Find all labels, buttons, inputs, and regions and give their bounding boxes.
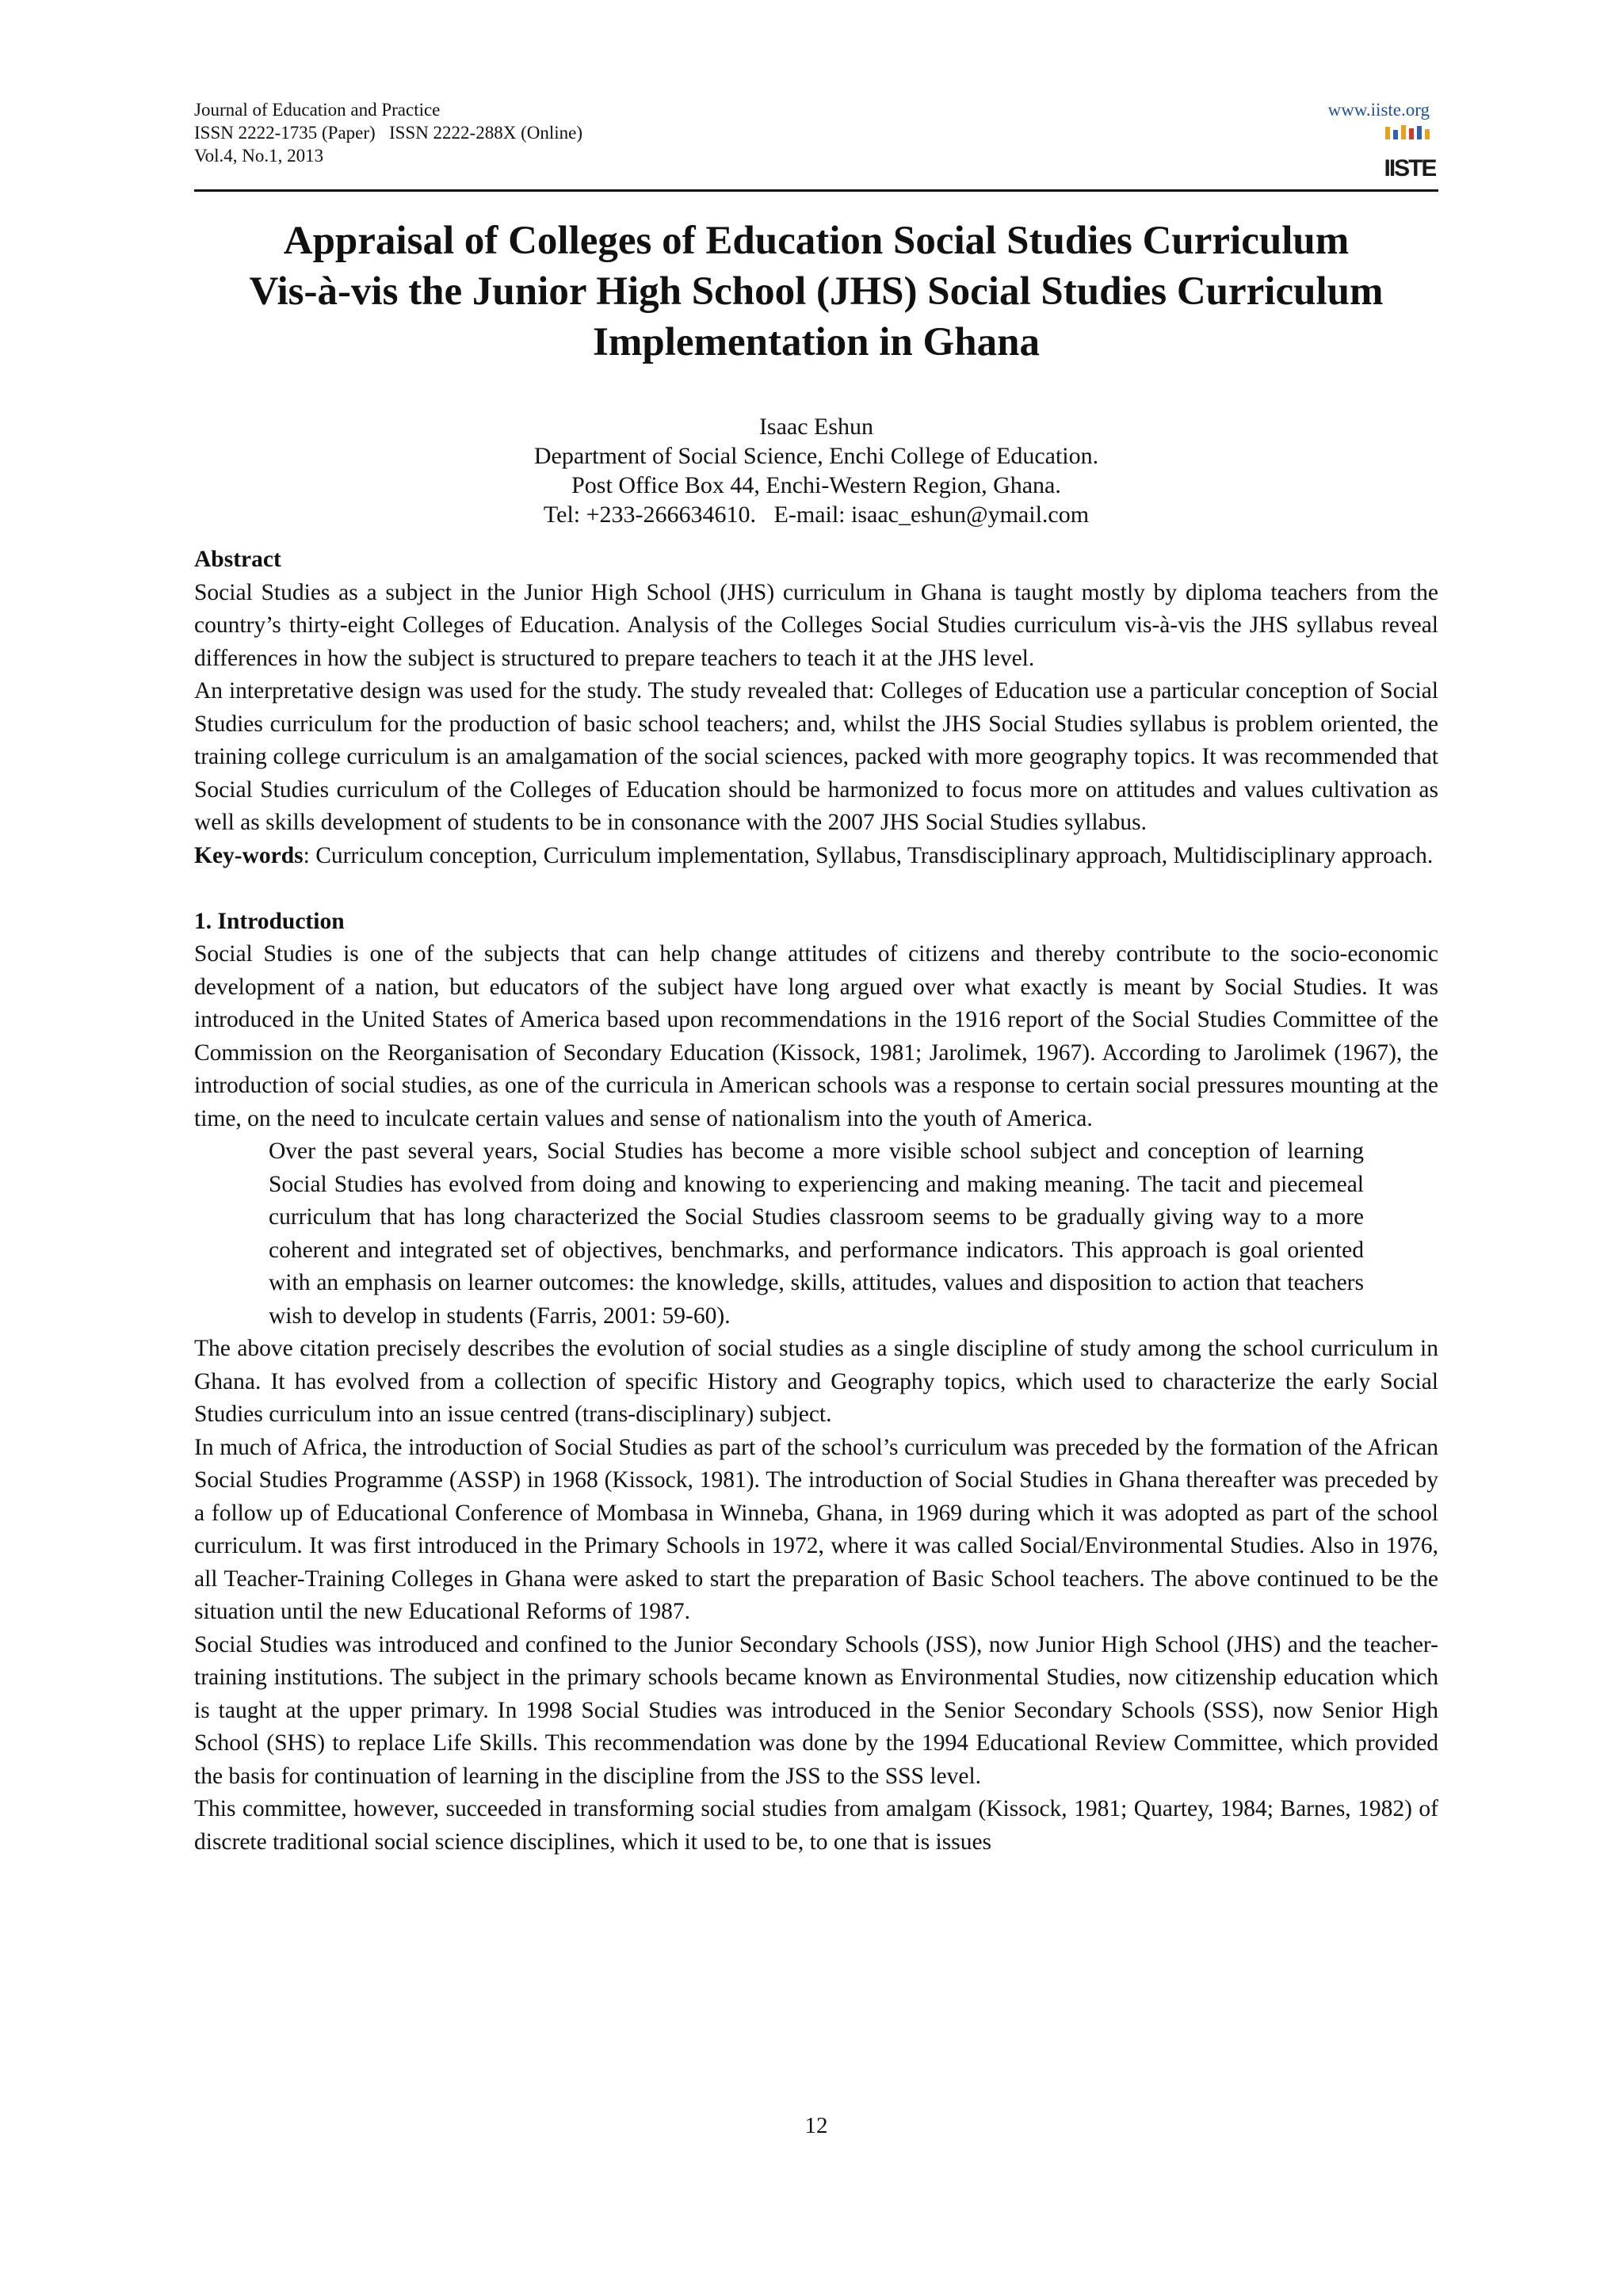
journal-header <box>194 98 582 167</box>
author-name: Isaac Eshun <box>758 414 874 440</box>
block-quote: Over the past several years, Social Studies has become a more visible school subject and conception of learning Social Studies has evolved from doing and knowing to experiencing and making meaning. The tacit and piecemeal curriculum that has long characterized the Social Studies classroom seems to be gradually giving way to a more coherent and integrated set of objectives, benchmarks, and performance indicators. This approach is goal oriented with an emphasis on learner outcomes: the knowledge, skills, attitudes, values and disposition to action that teachers wish to develop in students (Farris, 2001: 59-60). <box>269 1138 1364 1329</box>
journal-volume: Vol.4, No.1, 2013 <box>194 146 324 166</box>
journal-issn: ISSN 2222-1735 (Paper) ISSN 2222-288X (Online) <box>194 123 582 143</box>
abstract-paragraph-1: Social Studies as a subject in the Junior High School (JHS) curriculum in Ghana is taught mostly by diploma teachers from the country’s thirty-eight Colleges of Education. Analysis of the Colleges Social Studies curriculum vis-à-vis the JHS syllabus reveal differences in how the subject is structured to prepare teachers to teach it at the JHS level. <box>194 579 1438 671</box>
logo-bar <box>1425 129 1430 139</box>
journal-name: Journal of Education and Practice <box>194 100 441 120</box>
introduction-paragraph-1: Social Studies is one of the subjects that can help change attitudes of citizens and thereby contribute to the socio-economic development of a nation, but educators of the subject have long argued over what exactly is meant by Social Studies. It was introduced in the United States of America based upon recommendations in the 1916 report of the Social Studies Committee of the Commission on the Reorganisation of Secondary Education (Kissock, 1981; Jarolimek, 1967). According to Jarolimek (1967), the introduction of social studies, as one of the curricula in American schools was a response to certain social pressures mounting at the time, on the need to inculcate certain values and sense of nationalism into the youth of America. <box>194 941 1438 1131</box>
journal-url-link[interactable]: www.iiste.org <box>1327 100 1430 120</box>
iiste-logo <box>1384 125 1436 182</box>
logo-bar <box>1409 128 1414 139</box>
abstract-heading: Abstract <box>194 547 281 572</box>
page-number: 12 <box>804 2113 828 2138</box>
author-department: Department of Social Science, Enchi College of Education. <box>533 443 1099 469</box>
paper-body <box>194 543 1438 1859</box>
keywords-label: Key-words <box>194 842 304 868</box>
title-line-1: Appraisal of Colleges of Education Social Studies Curriculum <box>283 219 1350 263</box>
logo-text: IISTE <box>1384 155 1436 181</box>
paper-title <box>194 215 1438 368</box>
introduction-paragraph-4: Social Studies was introduced and confined to the Junior Secondary Schools (JSS), now Junior High School (JHS) and the teacher-training institutions. The subject in the primary schools became known as Environmental Studies, now citizenship education which is taught at the upper primary. In 1998 Social Studies was introduced in the Senior Secondary Schools (SSS), now Senior High School (SHS) to replace Life Skills. This recommendation was done by the 1994 Educational Review Committee, which provided the basis for continuation of learning in the discipline from the JSS to the SSS level. <box>194 1631 1438 1789</box>
logo-bar <box>1385 127 1390 139</box>
introduction-heading: 1. Introduction <box>194 908 345 934</box>
header-rule <box>194 189 1438 192</box>
introduction-paragraph-2: The above citation precisely describes the evolution of social studies as a single discipline of study among the school curriculum in Ghana. It has evolved from a collection of specific History and Geography topics, which used to characterize the early Social Studies curriculum into an issue centred (trans-disciplinary) subject. <box>194 1336 1438 1427</box>
section-gap <box>194 872 1438 906</box>
author-address: Post Office Box 44, Enchi-Western Region, Ghana. <box>571 472 1061 498</box>
logo-bar <box>1393 130 1398 139</box>
logo-bar <box>1417 126 1422 139</box>
keywords-list: : Curriculum conception, Curriculum implementation, Syllabus, Transdisciplinary approach, Multidisciplinary approach. <box>303 842 1434 868</box>
logo-bar <box>1401 125 1406 139</box>
author-contact: Tel: +233-266634610. E-mail: isaac_eshun@ymail.com <box>543 502 1090 528</box>
keywords <box>194 840 1438 873</box>
author-block <box>194 412 1438 529</box>
introduction-paragraph-3: In much of Africa, the introduction of Social Studies as part of the school’s curriculum was preceded by the formation of the African Social Studies Programme (ASSP) in 1968 (Kissock, 1981). The introduction of Social Studies in Ghana thereafter was preceded by a follow up of Educational Conference of Mombasa in Winneba, Ghana, in 1969 during which it was adopted as part of the school curriculum. It was first introduced in the Primary Schools in 1972, where it was called Social/Environmental Studies. Also in 1976, all Teacher-Training Colleges in Ghana were asked to start the preparation of Basic School teachers. The above continued to be the situation until the new Educational Reforms of 1987. <box>194 1434 1438 1624</box>
abstract-paragraph-2: An interpretative design was used for the study. The study revealed that: Colleges of Education use a particular conception of Social Studies curriculum for the production of basic school teachers; and, whilst the JHS Social Studies syllabus is problem oriented, the training college curriculum is an amalgamation of the social sciences, packed with more geography topics. It was recommended that Social Studies curriculum of the Colleges of Education should be harmonized to focus more on attitudes and values cultivation as well as skills development of students to be in consonance with the 2007 JHS Social Studies syllabus. <box>194 678 1438 835</box>
title-line-2: Vis-à-vis the Junior High School (JHS) Social Studies Curriculum <box>249 269 1384 314</box>
introduction-paragraph-5: This committee, however, succeeded in transforming social studies from amalgam (Kissock, 1981; Quartey, 1984; Barnes, 1982) of discrete traditional social science disciplines, which it used to be, to one that is issues <box>194 1796 1438 1855</box>
title-line-3: Implementation in Ghana <box>593 320 1040 364</box>
